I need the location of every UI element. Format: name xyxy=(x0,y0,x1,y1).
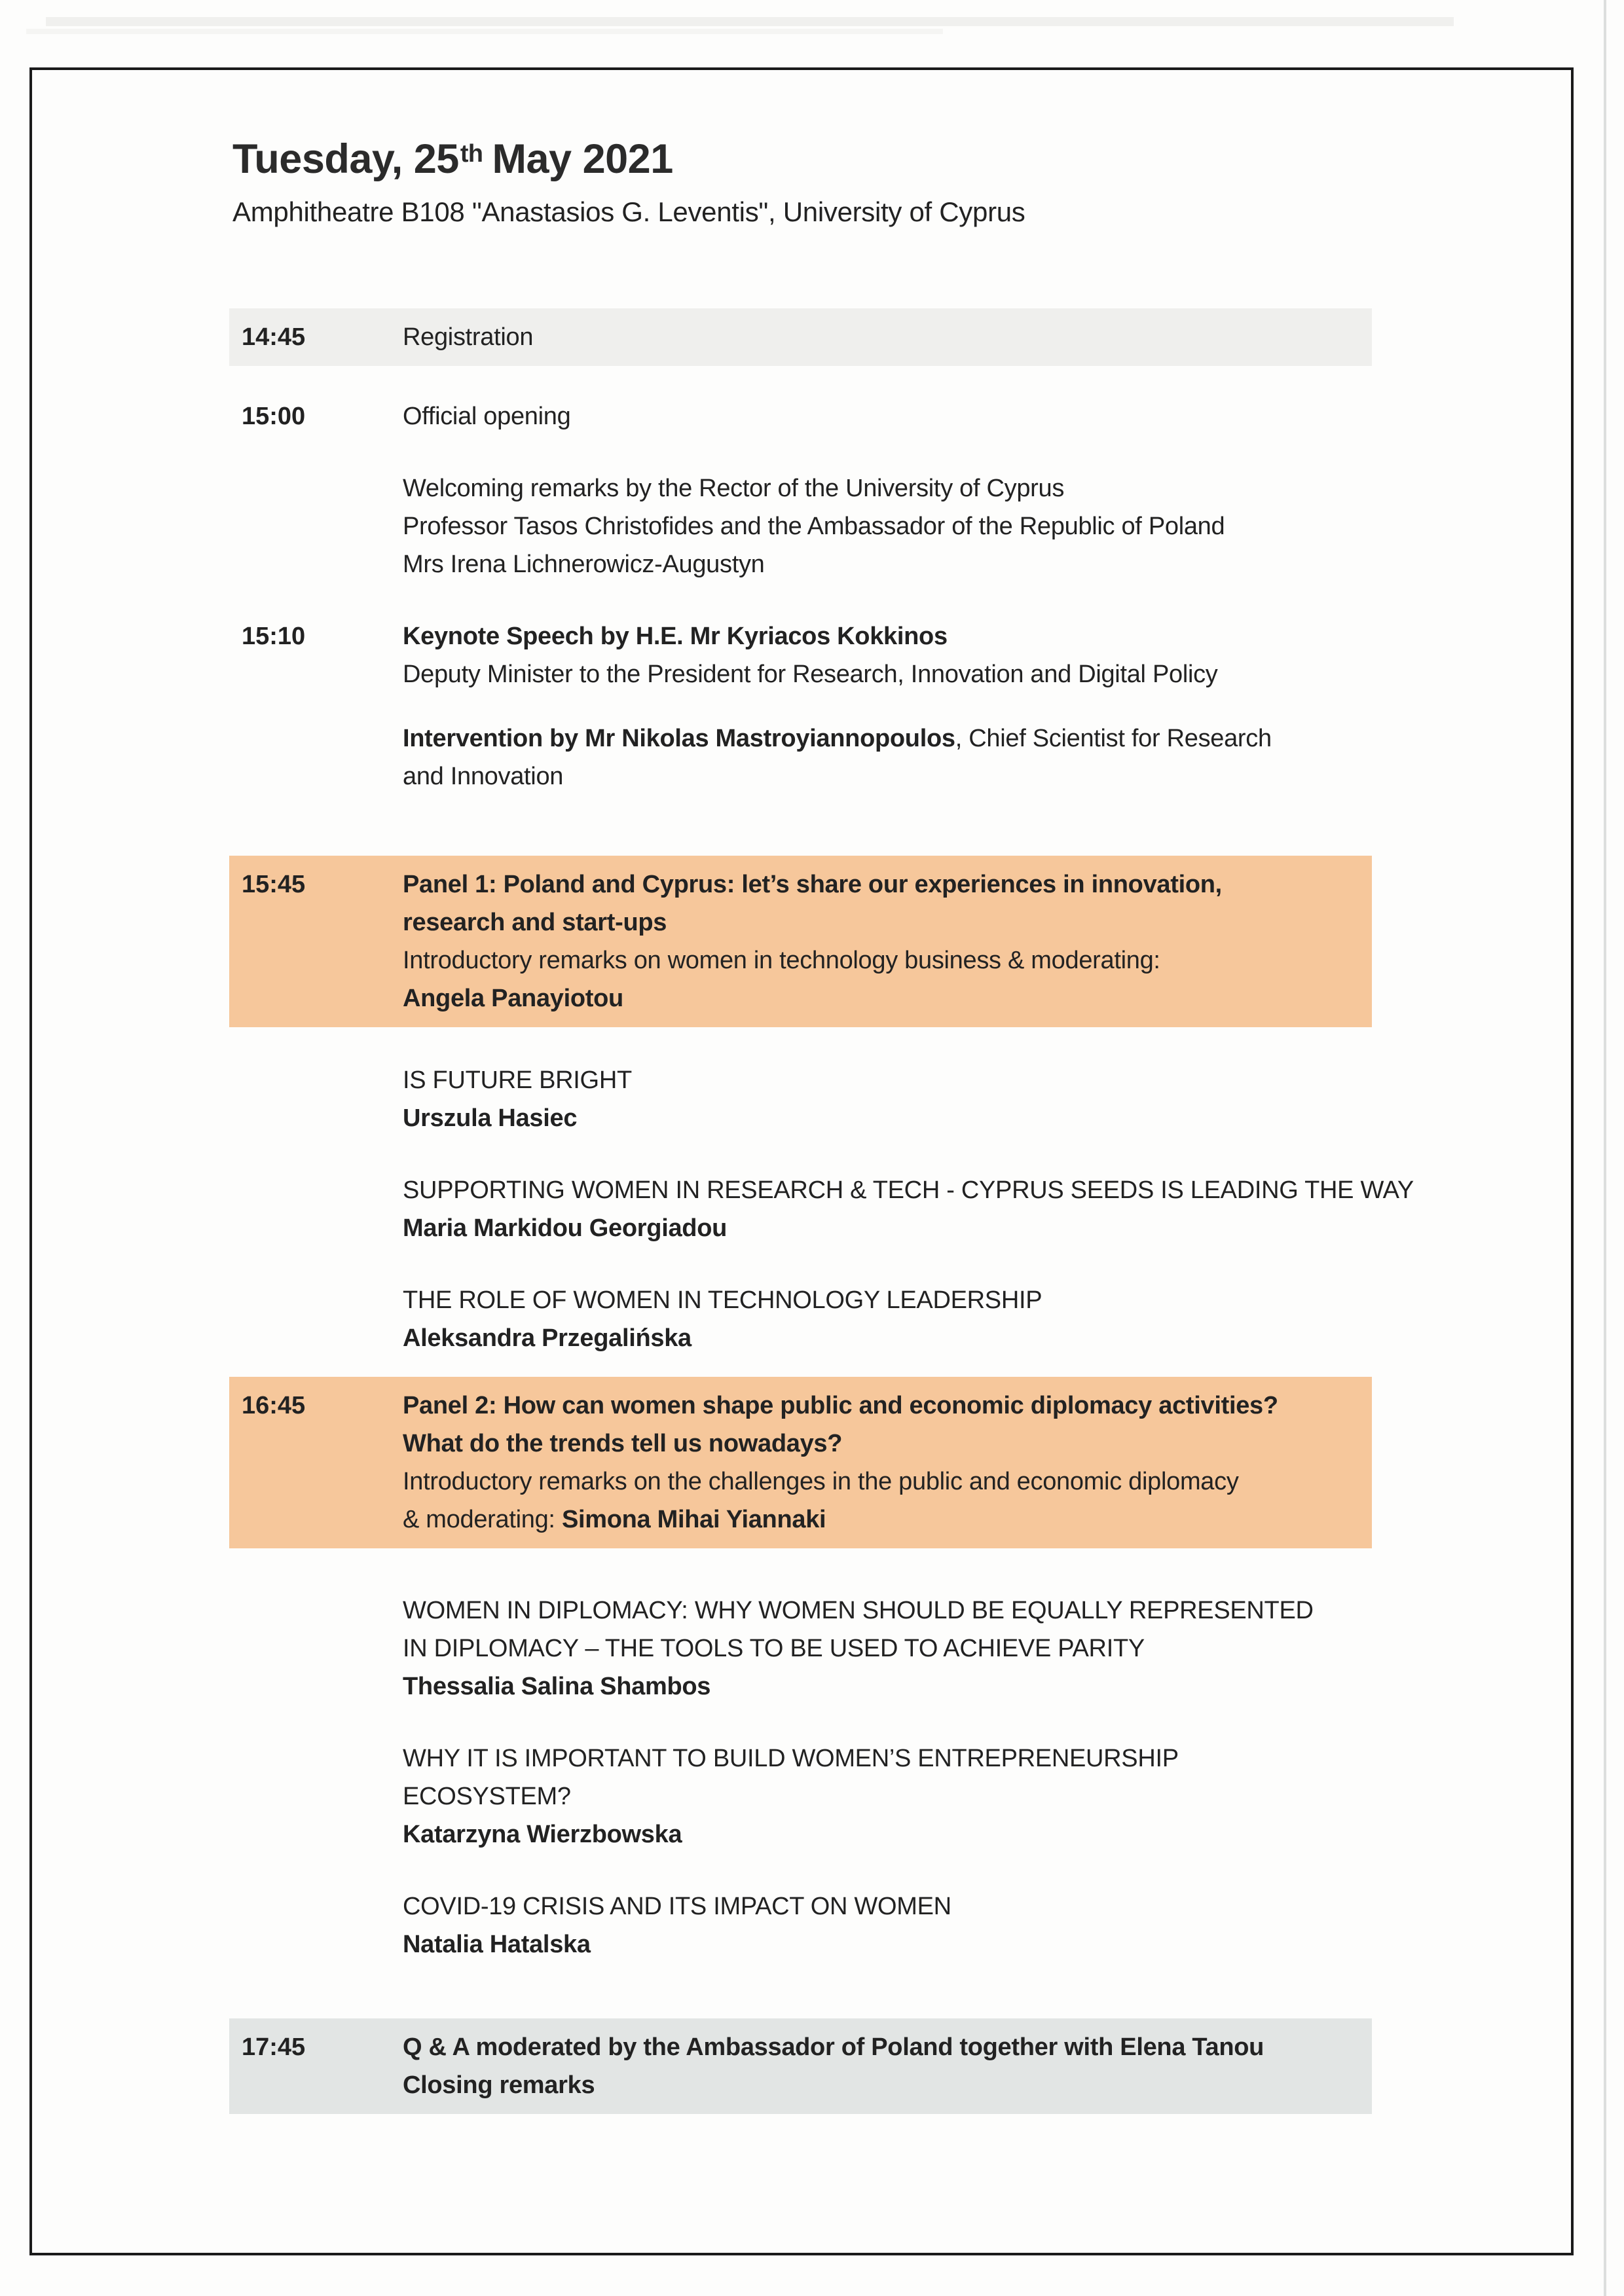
speaker-name: Thessalia Salina Shambos xyxy=(403,1673,711,1700)
text-segment: Intervention by Mr Nikolas Mastroyiannopoulos xyxy=(403,725,955,752)
agenda-cell xyxy=(403,617,1372,693)
text-segment: Introductory remarks on the challenges in the public and economic diplomacy xyxy=(403,1468,1239,1495)
text-segment: ECOSYSTEM? xyxy=(403,1783,571,1810)
text-segment: THE ROLE OF WOMEN IN TECHNOLOGY LEADERSHIP xyxy=(403,1286,1043,1314)
text-segment: WOMEN IN DIPLOMACY: WHY WOMEN SHOULD BE EQUALLY REPRESENTED xyxy=(403,1597,1314,1624)
text-segment: COVID-19 CRISIS AND ITS IMPACT ON WOMEN xyxy=(403,1893,951,1920)
text-segment: Closing remarks xyxy=(403,2071,595,2099)
agenda-time: 15:00 xyxy=(242,403,306,430)
scan-artifact-streak xyxy=(26,29,943,34)
agenda-time xyxy=(232,1281,403,1357)
agenda-row-talk-is-future-bright xyxy=(232,1061,1372,1137)
agenda-time xyxy=(232,469,403,583)
text-segment: WHY IT IS IMPORTANT TO BUILD WOMEN’S ENTREPRENEURSHIP xyxy=(403,1745,1179,1772)
agenda-cell xyxy=(403,397,1372,435)
agenda-cell xyxy=(403,866,1372,1017)
text-segment: Keynote Speech by H.E. Mr Kyriacos Kokkinos xyxy=(403,623,948,650)
text-segment: Deputy Minister to the President for Research, Innovation and Digital Policy xyxy=(403,661,1218,688)
text-segment: , Chief Scientist for Research xyxy=(955,725,1272,752)
scan-artifact-streak xyxy=(46,17,1454,26)
agenda-row-panel-1 xyxy=(229,856,1372,1027)
agenda-cell xyxy=(403,1171,1414,1247)
agenda-cell xyxy=(403,318,1372,356)
text-segment: Welcoming remarks by the Rector of the University of Cyprus xyxy=(403,475,1065,502)
text-segment: Mrs Irena Lichnerowicz-Augustyn xyxy=(403,551,765,578)
text-segment: IN DIPLOMACY – THE TOOLS TO BE USED TO ACHIEVE PARITY xyxy=(403,1635,1145,1662)
agenda-row-talk-covid19 xyxy=(232,1887,1372,1963)
page-title xyxy=(232,136,1372,188)
text-segment: & moderating: xyxy=(403,1506,562,1533)
text-segment: Angela Panayiotou xyxy=(403,985,623,1012)
agenda-cell xyxy=(403,2028,1372,2104)
text-segment: Registration xyxy=(403,323,534,351)
agenda-time xyxy=(232,1740,403,1853)
agenda-row-talk-entrepreneurship xyxy=(232,1740,1372,1853)
agenda-row-registration xyxy=(229,308,1372,366)
agenda-time xyxy=(232,1061,403,1137)
agenda-row-keynote xyxy=(232,617,1372,693)
agenda xyxy=(232,308,1414,2114)
agenda-cell xyxy=(403,1387,1372,1539)
speaker-name: Simona Mihai Yiannaki xyxy=(561,1506,826,1533)
text-segment: Panel 1: Poland and Cyprus: let’s share our experiences in innovation, xyxy=(403,871,1222,898)
agenda-row-talk-supporting-women xyxy=(232,1171,1414,1247)
speaker-name: Katarzyna Wierzbowska xyxy=(403,1821,682,1848)
agenda-time: 15:45 xyxy=(242,871,306,898)
agenda-row-qa-closing xyxy=(229,2018,1372,2114)
text-segment: Panel 2: How can women shape public and economic diplomacy activities? xyxy=(403,1392,1278,1419)
agenda-time: 16:45 xyxy=(242,1392,306,1419)
speaker-name: Urszula Hasiec xyxy=(403,1104,578,1132)
text-segment: What do the trends tell us nowadays? xyxy=(403,1430,843,1457)
agenda-cell xyxy=(403,1281,1372,1357)
speaker-name: Maria Markidou Georgiadou xyxy=(403,1214,728,1242)
text-segment: Q & A moderated by the Ambassador of Poland together with Elena Tanou xyxy=(403,2033,1264,2061)
text-segment: and Innovation xyxy=(403,763,564,790)
agenda-cell xyxy=(403,1592,1372,1705)
agenda-time: 14:45 xyxy=(242,323,306,351)
agenda-time xyxy=(232,720,403,795)
page-subtitle: Amphitheatre B108 "Anastasios G. Leventis", University of Cyprus xyxy=(232,196,1025,227)
agenda-time: 17:45 xyxy=(242,2033,306,2061)
agenda-time xyxy=(232,1887,403,1963)
agenda-cell xyxy=(403,1887,1372,1963)
agenda-cell xyxy=(403,1740,1372,1853)
agenda-time xyxy=(232,1171,403,1247)
text-segment: Introductory remarks on women in technology business & moderating: xyxy=(403,947,1160,974)
agenda-time xyxy=(232,1592,403,1705)
title-month-year: May 2021 xyxy=(492,136,673,182)
agenda-row-talk-role-of-women xyxy=(232,1281,1372,1357)
agenda-row-panel-2 xyxy=(229,1377,1372,1548)
agenda-row-talk-women-in-diplomacy xyxy=(232,1592,1372,1705)
agenda-cell xyxy=(403,1061,1372,1137)
title-ordinal: th xyxy=(460,140,483,168)
page-content xyxy=(232,136,1414,2114)
text-segment: research and start-ups xyxy=(403,909,667,936)
speaker-name: Natalia Hatalska xyxy=(403,1931,591,1958)
text-segment: Official opening xyxy=(403,403,571,430)
scan-artifact-edge-line xyxy=(1604,0,1606,2296)
agenda-time: 15:10 xyxy=(242,623,306,650)
agenda-row-intervention xyxy=(232,720,1372,795)
agenda-row-official-opening xyxy=(232,397,1372,435)
speaker-name: Aleksandra Przegalińska xyxy=(403,1324,692,1352)
agenda-cell xyxy=(403,469,1372,583)
text-segment: SUPPORTING WOMEN IN RESEARCH & TECH - CYPRUS SEEDS IS LEADING THE WAY xyxy=(403,1176,1414,1204)
text-segment: IS FUTURE BRIGHT xyxy=(403,1066,632,1094)
agenda-cell xyxy=(403,720,1372,795)
title-day: Tuesday, 25 xyxy=(232,136,459,182)
text-segment: Professor Tasos Christofides and the Ambassador of the Republic of Poland xyxy=(403,513,1225,540)
agenda-row-welcoming-remarks xyxy=(232,469,1372,583)
